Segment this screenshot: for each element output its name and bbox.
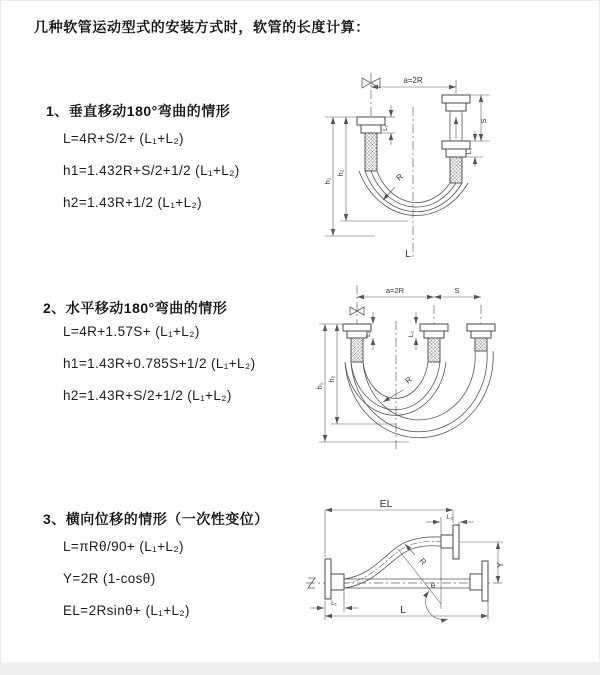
middle-fitting — [420, 324, 448, 362]
section-3-heading: 3、横向位移的情形（一次性变位） — [43, 511, 269, 527]
dim-label-h2: h₂ — [336, 169, 345, 177]
dim-label-angle: θ — [430, 581, 436, 590]
left-fitting — [343, 324, 371, 362]
diagram-vertical-180-bend — [313, 71, 581, 259]
radius-line — [398, 549, 441, 604]
dim-label-a2r: a=2R — [385, 286, 405, 295]
dim-label-s: S — [479, 118, 488, 124]
formula-line: h1=1.432R+S/2+1/2 (L₁+L₂) — [63, 163, 240, 178]
page-bottom-edge — [1, 662, 600, 674]
hose-u-bend-position1 — [345, 362, 446, 415]
diagram-horizontal-180-bend — [309, 281, 596, 471]
right-flange-displaced — [441, 525, 459, 559]
hose-s-curve — [344, 537, 441, 588]
dim-label-l1: L₁ — [365, 331, 372, 337]
right-fitting — [467, 324, 495, 351]
diagram-lateral-displacement — [298, 497, 598, 663]
dim-label-l1: L₁ — [331, 600, 337, 607]
left-flange — [325, 559, 344, 599]
section-1-heading: 1、垂直移动180°弯曲的情形 — [46, 103, 231, 119]
dim-label-radius: R — [403, 374, 414, 386]
formula-line: h2=1.43R+1/2 (L₁+L₂) — [63, 195, 203, 210]
section-2-heading: 2、水平移动180°弯曲的情形 — [43, 300, 228, 316]
dim-label-s: S — [454, 286, 460, 295]
dim-label-h1: h₁ — [315, 382, 324, 390]
formula-line: EL=2Rsinθ+ (L₁+L₂) — [63, 603, 190, 618]
left-fitting — [357, 117, 385, 171]
right-flange-original — [470, 561, 488, 601]
dim-label-l2: L₂ — [466, 147, 473, 155]
section-3-formulas — [63, 531, 190, 627]
formula-line: h2=1.43R+S/2+1/2 (L₁+L₂) — [63, 388, 232, 403]
dim-label-radius: R — [394, 171, 405, 183]
dim-label-el: EL — [379, 498, 393, 510]
straight-pipe-original-position — [344, 579, 470, 588]
dim-label-length: L — [405, 249, 411, 259]
dim-label-h1: h₁ — [323, 177, 332, 185]
formula-line: L=πRθ/90+ (L₁+L₂) — [63, 539, 184, 554]
dim-label-radius: R — [417, 556, 429, 567]
dim-label-y: Y — [496, 562, 505, 568]
dim-label-l2: L₂ — [446, 514, 454, 521]
dim-label-l1: L₁ — [382, 125, 389, 131]
angle-arc — [426, 591, 448, 620]
formula-line: L=4R+S/2+ (L₁+L₂) — [63, 131, 184, 146]
page-title: 几种软管运动型式的安装方式时，软管的长度计算： — [34, 19, 370, 35]
formula-line: L=4R+1.57S+ (L₁+L₂) — [63, 324, 200, 339]
right-fitting — [442, 95, 470, 183]
section-1-formulas — [63, 123, 240, 219]
dim-label-l2: L₂ — [408, 330, 415, 338]
formula-line: Y=2R (1-cosθ) — [63, 571, 156, 586]
section-2-formulas — [63, 316, 255, 412]
dim-label-h2: h₂ — [327, 375, 336, 383]
dim-label-l: L — [400, 604, 406, 616]
dim-label-a2r: a=2R — [403, 76, 423, 85]
formula-line: h1=1.43R+0.785S+1/2 (L₁+L₂) — [63, 356, 256, 371]
hose-u-bend-position2 — [345, 351, 493, 438]
